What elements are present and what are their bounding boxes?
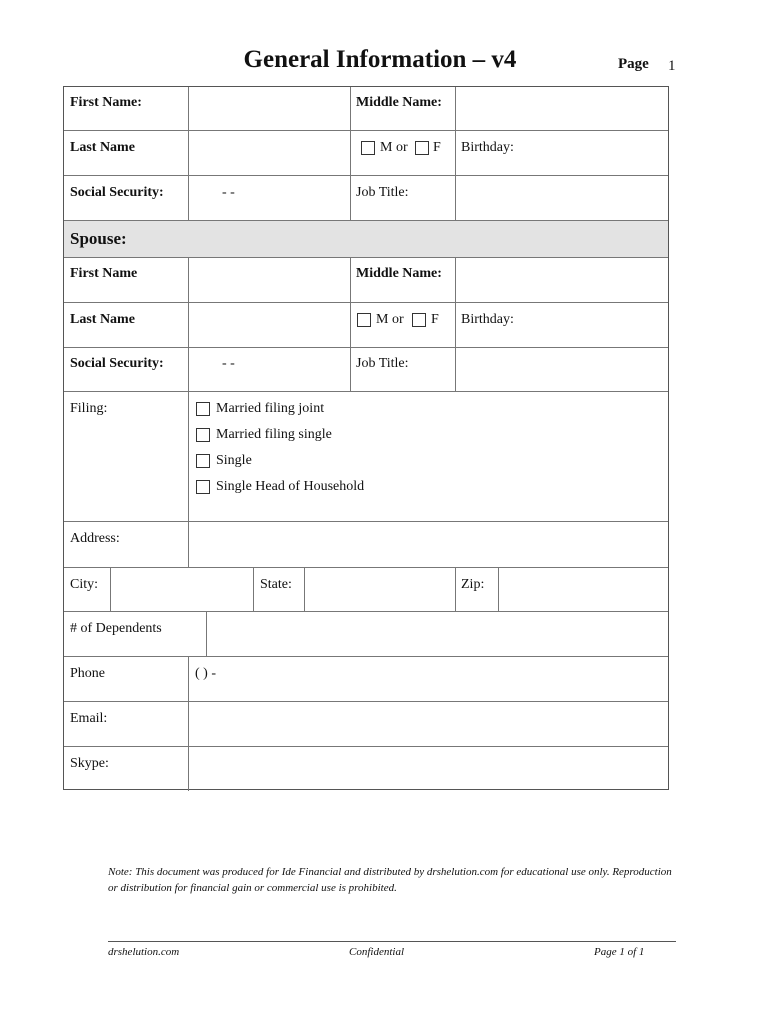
last-name-label: Last Name [70, 140, 135, 155]
col-divider [188, 257, 189, 567]
spouse-last-name-label: Last Name [70, 312, 135, 327]
skype-label: Skype: [70, 756, 109, 771]
spouse-gender-f-label: F [431, 312, 439, 327]
page-number: 1 [668, 58, 676, 74]
single-head-of-household-checkbox[interactable] [196, 480, 210, 494]
ssn-label: Social Security: [70, 185, 164, 200]
married-filing-single-checkbox[interactable] [196, 428, 210, 442]
spouse-birthday-label: Birthday: [461, 312, 514, 327]
first-name-label: First Name: [70, 95, 142, 110]
address-label: Address: [70, 531, 120, 546]
col-divider [455, 257, 456, 391]
col-divider [455, 87, 456, 220]
spouse-section-band [64, 220, 668, 257]
spouse-ssn-label: Social Security: [70, 356, 164, 371]
col-divider [188, 656, 189, 791]
row-divider [64, 391, 668, 392]
spouse-section-label: Spouse: [70, 229, 127, 248]
row-divider [64, 257, 668, 258]
footer-note: Note: This document was produced for Ide Financial and distributed by drshelution.com for educational use only. Reproduction or distribution for financial gain or commercial use is prohibited. [108, 866, 672, 894]
row-divider [64, 302, 668, 303]
state-label: State: [260, 577, 292, 592]
filing-option-label: Single Head of Household [216, 479, 365, 494]
phone-label: Phone [70, 666, 105, 681]
row-divider [64, 567, 668, 568]
married-filing-joint-checkbox[interactable] [196, 402, 210, 416]
filing-option-label: Married filing single [216, 427, 332, 442]
phone-placeholder: ( ) - [195, 666, 216, 681]
footer-website: drshelution.com [108, 946, 180, 958]
footer-page-count: Page 1 of 1 [594, 946, 645, 958]
spouse-male-checkbox[interactable] [357, 313, 371, 327]
col-divider [350, 257, 351, 391]
col-divider [498, 567, 499, 611]
filing-label: Filing: [70, 401, 108, 416]
col-divider [304, 567, 305, 611]
gender-m-label: M or [380, 140, 408, 155]
row-divider [64, 701, 668, 702]
col-divider [253, 567, 254, 611]
row-divider [64, 656, 668, 657]
row-divider [64, 611, 668, 612]
spouse-female-checkbox[interactable] [412, 313, 426, 327]
filing-option-label: Single [216, 453, 252, 468]
zip-label: Zip: [461, 577, 485, 592]
city-label: City: [70, 577, 99, 592]
col-divider [110, 567, 111, 611]
row-divider [64, 220, 668, 221]
col-divider [455, 567, 456, 611]
col-divider [350, 87, 351, 220]
footer-confidential: Confidential [349, 946, 404, 958]
footer-divider [108, 941, 676, 942]
row-divider [64, 521, 668, 522]
job-title-label: Job Title: [356, 185, 409, 200]
gender-f-label: F [433, 140, 441, 155]
general-information-form [63, 86, 669, 790]
spouse-job-title-label: Job Title: [356, 356, 409, 371]
row-divider [64, 175, 668, 176]
single-checkbox[interactable] [196, 454, 210, 468]
female-checkbox[interactable] [415, 141, 429, 155]
page-title: General Information – v4 [243, 46, 517, 73]
ssn-placeholder: - - [222, 185, 235, 200]
spouse-first-name-label: First Name [70, 266, 138, 281]
dependents-label: # of Dependents [70, 621, 162, 636]
male-checkbox[interactable] [361, 141, 375, 155]
page-label: Page [618, 56, 649, 72]
col-divider [188, 87, 189, 220]
col-divider [206, 611, 207, 656]
spouse-ssn-placeholder: - - [222, 356, 235, 371]
birthday-label: Birthday: [461, 140, 514, 155]
middle-name-label: Middle Name: [356, 95, 442, 110]
email-label: Email: [70, 711, 108, 726]
row-divider [64, 746, 668, 747]
row-divider [64, 347, 668, 348]
spouse-middle-name-label: Middle Name: [356, 266, 442, 281]
spouse-gender-m-label: M or [376, 312, 404, 327]
row-divider [64, 130, 668, 131]
filing-option-label: Married filing joint [216, 401, 325, 416]
